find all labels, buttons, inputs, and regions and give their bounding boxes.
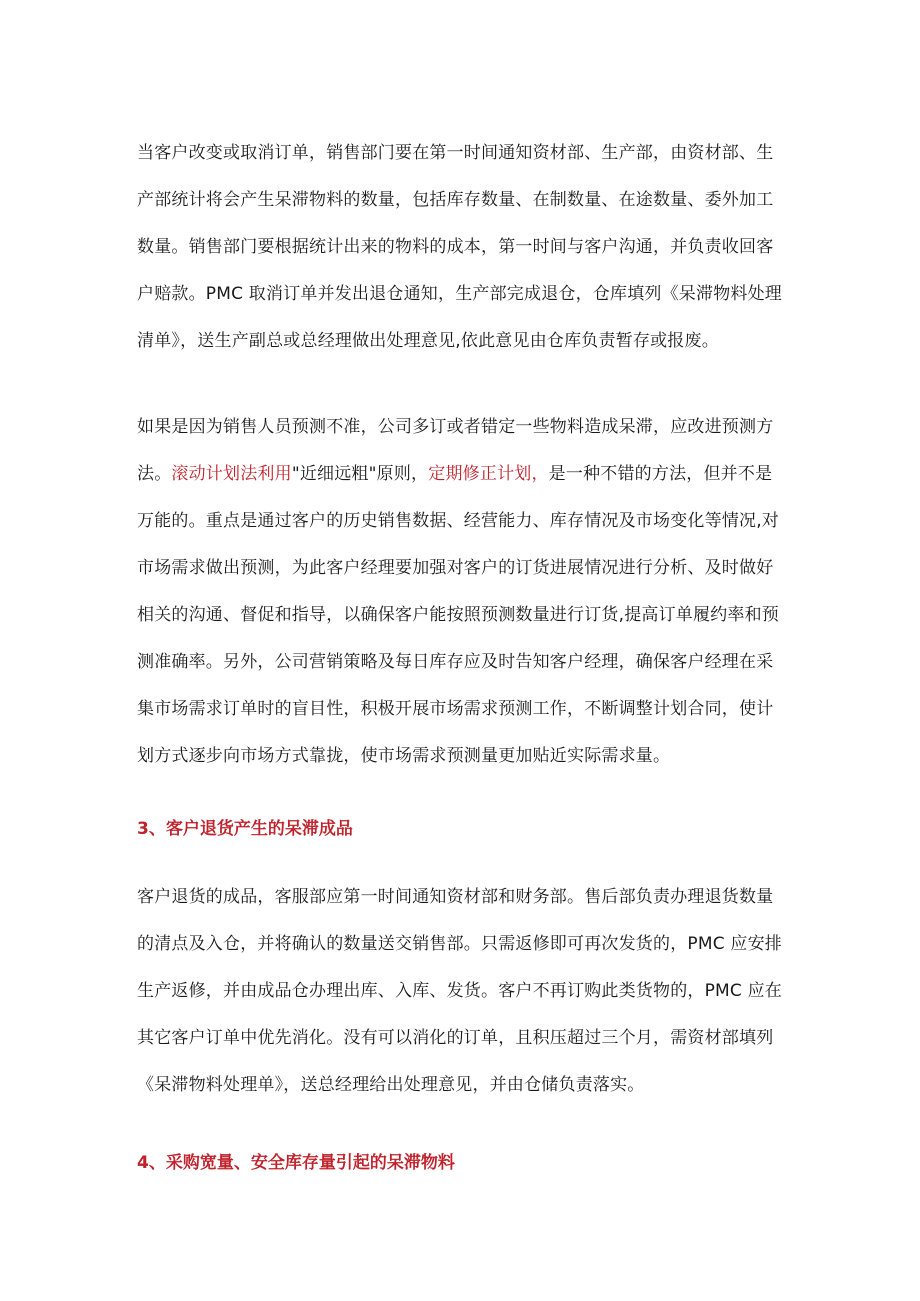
paragraph-customer-return-text: 客户退货的成品，客服部应第一时间通知资材部和财务部。售后部负责办理退货数量的清点及入仓，并将确认的数量送交销售部。只需返修即可再次发货的，PMC 应安排生产返修，并由成品仓办理出库、入库、发货。客户不再订购此类货物的，PMC 应在其它客户订单中优先消化。没有可以消化的订单，且积压超过三个月，需资材部填列《呆滞物料处理单》，送总经理给出处理意见，并由仓储负责落实。: [137, 887, 782, 1095]
paragraph-forecast-part-2: "近细远粗"原则，: [291, 464, 429, 484]
paragraph-forecast: [137, 404, 787, 780]
section-heading-4: 4、采购宽量、安全库存量引起的呆滞物料: [137, 1153, 455, 1173]
paragraph-customer-return: [137, 874, 787, 1109]
paragraph-order-change-text: 当客户改变或取消订单，销售部门要在第一时间通知资材部、生产部，由资材部、生产部统计将会产生呆滞物料的数量，包括库存数量、在制数量、在途数量、委外加工数量。销售部门要根据统计出来的物料的成本，第一时间与客户沟通，并负责收回客户赔款。PMC 取消订单并发出退仓通知，生产部完成退仓，仓库填列《呆滞物料处理清单》，送生产副总或总经理做出处理意见,依此意见由仓库负责暂存或报废。: [137, 143, 782, 351]
paragraph-order-change: [137, 130, 787, 365]
highlight-rolling-plan: 滚动计划法利用: [171, 464, 292, 484]
paragraph-forecast-part-3: 是一种不错的方法，但并不是万能的。重点是通过客户的历史销售数据、经营能力、库存情况及市场变化等情况,对市场需求做出预测，为此客户经理要加强对客户的订货进展情况进行分析、及时做好相关的沟通、督促和指导，以确保客户能按照预测数量进行订货,提高订单履约率和预测准确率。另外，公司营销策略及每日库存应及时告知客户经理，确保客户经理在采集市场需求订单时的盲目性，积极开展市场需求预测工作，不断调整计划合同，使计划方式逐步向市场方式靠拢，使市场需求预测量更加贴近实际需求量。: [137, 464, 780, 766]
highlight-periodic-revision: 定期修正计划，: [428, 464, 549, 484]
section-heading-3: 3、客户退货产生的呆滞成品: [137, 819, 353, 839]
paragraph-forecast-part-1: 如果是因为销售人员预测不准，公司多订或者错定一些物料造成呆滞，应改进预测方法。: [137, 417, 774, 484]
